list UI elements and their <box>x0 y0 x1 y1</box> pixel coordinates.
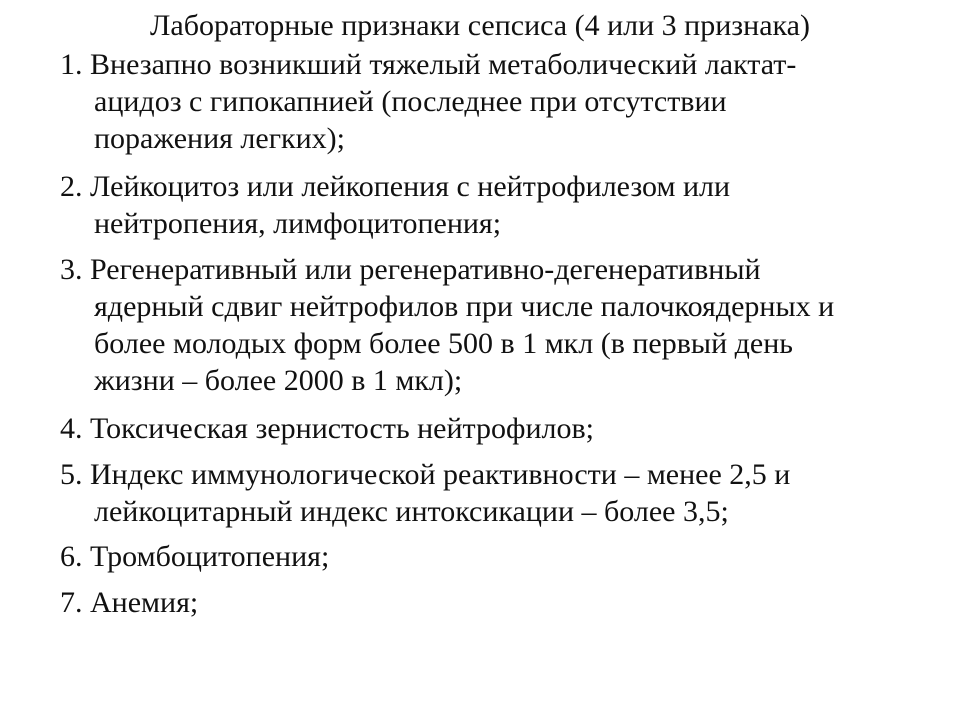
item-3-line-2: ядерный сдвиг нейтрофилов при числе палочкоядерных и <box>94 290 835 323</box>
criteria-item-1 <box>60 46 920 157</box>
item-7-line-1: 7. Анемия; <box>60 586 199 619</box>
item-3-line-1: 3. Регенеративный или регенеративно-дегенеративный <box>60 253 761 286</box>
item-4-line-1: 4. Токсическая зернистость нейтрофилов; <box>60 412 594 445</box>
item-1-line-3: поражения легких); <box>94 122 345 155</box>
item-3-line-3: более молодых форм более 500 в 1 мкл (в первый день <box>94 327 793 360</box>
criteria-item-3 <box>60 251 920 399</box>
criteria-item-2 <box>60 168 920 242</box>
item-5-line-2: лейкоцитарный индекс интоксикации – более 3,5; <box>94 495 729 528</box>
item-6-line-1: 6. Тромбоцитопения; <box>60 540 330 573</box>
criteria-item-6 <box>60 538 920 575</box>
criteria-item-7 <box>60 584 920 621</box>
item-1-line-1: 1. Внезапно возникший тяжелый метаболический лактат- <box>60 48 797 81</box>
item-2-line-2: нейтропения, лимфоцитопения; <box>94 207 502 240</box>
criteria-item-5 <box>60 456 920 530</box>
criteria-item-4 <box>60 410 920 447</box>
item-2-line-1: 2. Лейкоцитоз или лейкопения с нейтрофилезом или <box>60 170 731 203</box>
slide-title: Лабораторные признаки сепсиса (4 или 3 признака) <box>150 9 810 42</box>
item-5-line-1: 5. Индекс иммунологической реактивности – менее 2,5 и <box>60 458 791 491</box>
item-3-line-4: жизни – более 2000 в 1 мкл); <box>94 364 463 397</box>
item-1-line-2: ацидоз с гипокапнией (последнее при отсутствии <box>94 85 727 118</box>
